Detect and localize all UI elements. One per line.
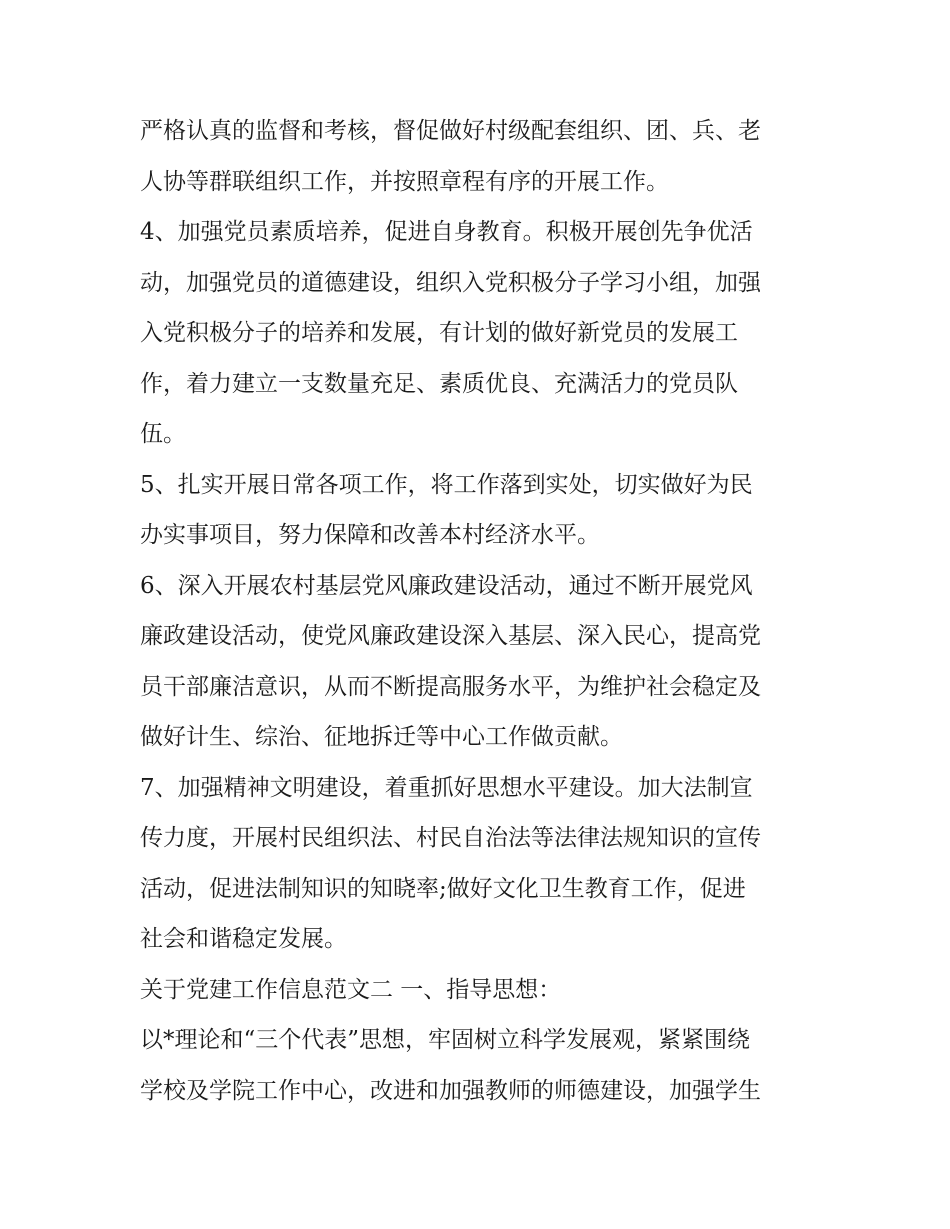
- text-line: 廉政建设活动，使党风廉政建设深入基层、深入民心，提高党: [140, 623, 761, 649]
- body-text: [140, 106, 830, 1116]
- text-line: 4、加强党员素质培养，促进自身教育。积极开展创先争优活: [140, 219, 753, 245]
- text-line: 6、深入开展农村基层党风廉政建设活动，通过不断开展党风: [140, 572, 753, 599]
- text-line: 严格认真的监督和考核，督促做好村级配套组织、团、兵、老: [140, 118, 761, 144]
- text-line: 做好计生、综治、征地拆迁等中心工作做贡献。: [140, 724, 623, 750]
- text-line: 人协等群联组织工作，并按照章程有序的开展工作。: [140, 168, 669, 195]
- section-heading: 关于党建工作信息范文二 一、指导思想：: [140, 976, 562, 1003]
- text-line: 传力度，开展村民组织法、村民自治法等法律法规知识的宣传: [140, 825, 761, 851]
- text-line: 以*理论和“三个代表”思想，牢固树立科学发展观，紧紧围绕: [140, 1027, 751, 1053]
- text-line: 动，加强党员的道德建设，组织入党积极分子学习小组，加强: [140, 269, 761, 296]
- text-line: 入党积极分子的培养和发展，有计划的做好新党员的发展工: [140, 320, 738, 346]
- text-line: 7、加强精神文明建设，着重抓好思想水平建设。加大法制宣: [140, 774, 753, 801]
- text-line: 社会和谐稳定发展。: [140, 926, 347, 952]
- text-line: 办实事项目，努力保障和改善本村经济水平。: [140, 522, 600, 548]
- text-line: 伍。: [140, 421, 186, 447]
- text-line: 5、扎实开展日常各项工作，将工作落到实处，切实做好为民: [140, 471, 753, 498]
- text-line: 学校及学院工作中心，改进和加强教师的师德建设，加强学生: [140, 1077, 761, 1104]
- text-line: 员干部廉洁意识，从而不断提高服务水平，为维护社会稳定及: [140, 673, 761, 700]
- text-line: 活动，促进法制知识的知晓率;做好文化卫生教育工作，促进: [140, 875, 746, 902]
- text-line: 作，着力建立一支数量充足、素质优良、充满活力的党员队: [140, 370, 738, 397]
